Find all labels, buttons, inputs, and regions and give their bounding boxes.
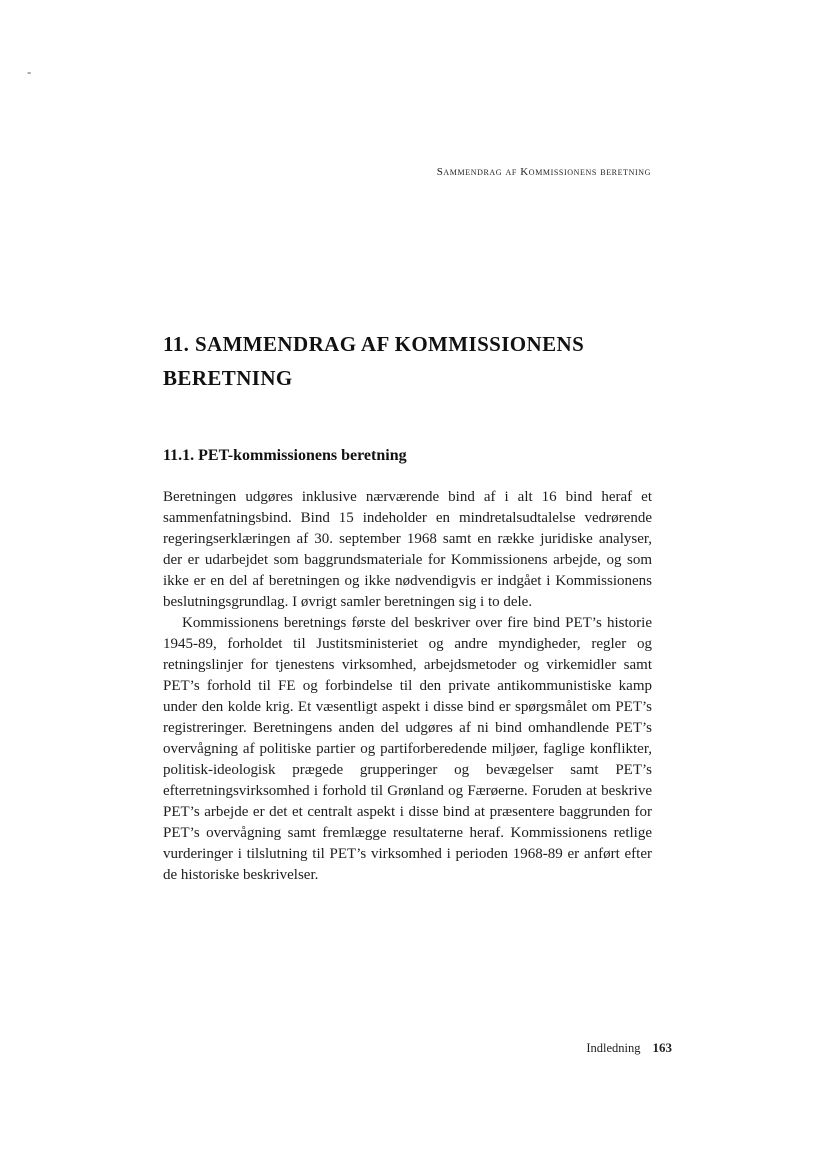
paragraph-2: Kommissionens beretnings første del beskriver over fire bind PET’s historie 1945-89, forholdet til Justitsministeriet og andre myndigheder, regler og retningslinjer for tjenestens virksomhed, arbejdsmetoder og virkemidler samt PET’s forhold til FE og forbindelse til den private antikommunistiske kamp under den kolde krig. Et væsentligt aspekt i disse bind er spørgsmålet om PET’s registreringer. Beretningens anden del udgøres af ni bind omhandlende PET’s overvågning af politiske partier og partiforberedende miljøer, faglige konflikter, politisk-ideologisk prægede grupperinger og bevægelser samt PET’s efterretningsvirksomhed i forhold til Grønland og Færøerne. Foruden at beskrive PET’s arbejde er det et centralt aspekt i disse bind at præsentere baggrunden for PET’s overvågning samt fremlægge resultaterne heraf. Kommissionens retlige vurderinger i tilslutning til PET’s virksomhed i perioden 1968-89 er anført efter de historiske beskrivelser. — [163, 615, 652, 883]
running-head: Sammendrag af Kommissionens beretning — [436, 166, 651, 178]
paragraph-1: Beretningen udgøres inklusive nærværende bind af i alt 16 bind heraf et sammenfatningsbind. Bind 15 indeholder en mindretalsudtalelse vedrørende regeringserklæringen af 30. september 1968 samt en række juridiske analyser, der er udarbejdet som baggrundsmateriale for Kommissionens arbejde, og som ikke er en del af beretningen og ikke nødvendigvis er indgået i Kommissionens beslutningsgrundlag. I øvrigt samler beretningen sig i to dele. — [163, 489, 652, 610]
chapter-title: 11. SAMMENDRAG AF KOMMISSIONENS BERETNING — [163, 332, 585, 390]
page-number: 163 — [652, 1040, 672, 1055]
stray-mark: - — [27, 64, 32, 79]
body-text — [163, 487, 652, 886]
footer-section-label: Indledning — [586, 1041, 641, 1055]
page-footer — [586, 1040, 672, 1056]
section-heading: 11.1. PET-kommissionens beretning — [163, 447, 407, 464]
